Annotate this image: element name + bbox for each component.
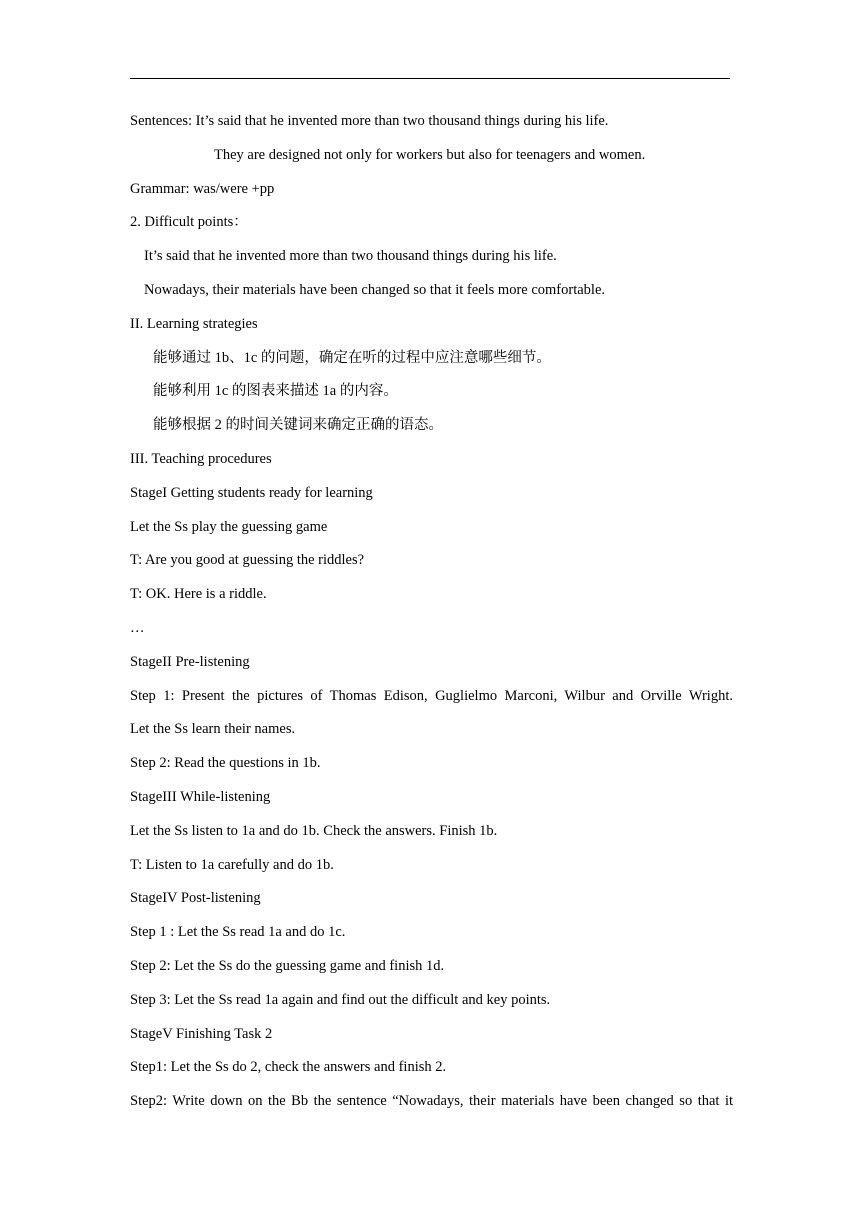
stage-4-step-1: Step 1 : Let the Ss read 1a and do 1c.	[130, 924, 346, 941]
learning-strategies-heading: II. Learning strategies	[130, 315, 258, 332]
difficult-point-1: It’s said that he invented more than two thousand things during his life.	[144, 248, 557, 265]
document-body	[130, 111, 733, 1125]
strategy-item-2: 能够利用 1c 的图表来描述 1a 的内容。	[153, 383, 398, 400]
stage-3-line-1: Let the Ss listen to 1a and do 1b. Check the answers. Finish 1b.	[130, 822, 498, 839]
teaching-procedures-heading: III. Teaching procedures	[130, 450, 272, 467]
strategy-item-3: 能够根据 2 的时间关键词来确定正确的语态。	[153, 417, 443, 434]
sentences-line: Sentences: It’s said that he invented more than two thousand things during his life.	[130, 113, 609, 129]
header-rule	[130, 78, 730, 79]
stage-1-line-1: Let the Ss play the guessing game	[130, 518, 328, 535]
grammar-line: Grammar: was/were +pp	[130, 180, 275, 197]
stage-2-heading: StageII Pre-listening	[130, 653, 250, 670]
stage-2-step-1-cont: Let the Ss learn their names.	[130, 721, 296, 738]
stage-1-line-3: T: OK. Here is a riddle.	[130, 586, 267, 603]
stage-1-heading: StageI Getting students ready for learning	[130, 484, 373, 501]
stage-2-step-2: Step 2: Read the questions in 1b.	[130, 755, 321, 772]
stage-4-heading: StageIV Post-listening	[130, 890, 261, 907]
stage-4-step-2: Step 2: Let the Ss do the guessing game and finish 1d.	[130, 957, 445, 974]
strategy-item-1: 能够通过 1b、1c 的问题，确定在听的过程中应注意哪些细节。	[153, 349, 551, 366]
stage-5-step-2: Step2: Write down on the Bb the sentence “Nowadays, their materials have been changed so that it	[130, 1093, 733, 1110]
stage-3-line-2: T: Listen to 1a carefully and do 1b.	[130, 856, 334, 873]
stage-5-heading: StageV Finishing Task 2	[130, 1025, 273, 1042]
sentences-line-2: They are designed not only for workers but also for teenagers and women.	[214, 146, 646, 163]
stage-2-step-1: Step 1: Present the pictures of Thomas Edison, Guglielmo Marconi, Wilbur and Orville Wright.	[130, 687, 733, 704]
ellipsis-line: …	[130, 619, 145, 636]
stage-1-line-2: T: Are you good at guessing the riddles?	[130, 552, 365, 569]
stage-5-step-1: Step1: Let the Ss do 2, check the answers and finish 2.	[130, 1059, 447, 1076]
difficult-point-2: Nowadays, their materials have been changed so that it feels more comfortable.	[144, 281, 606, 298]
difficult-points-heading: 2. Difficult points：	[130, 214, 248, 231]
stage-4-step-3: Step 3: Let the Ss read 1a again and find out the difficult and key points.	[130, 991, 551, 1008]
stage-3-heading: StageIII While-listening	[130, 788, 271, 805]
